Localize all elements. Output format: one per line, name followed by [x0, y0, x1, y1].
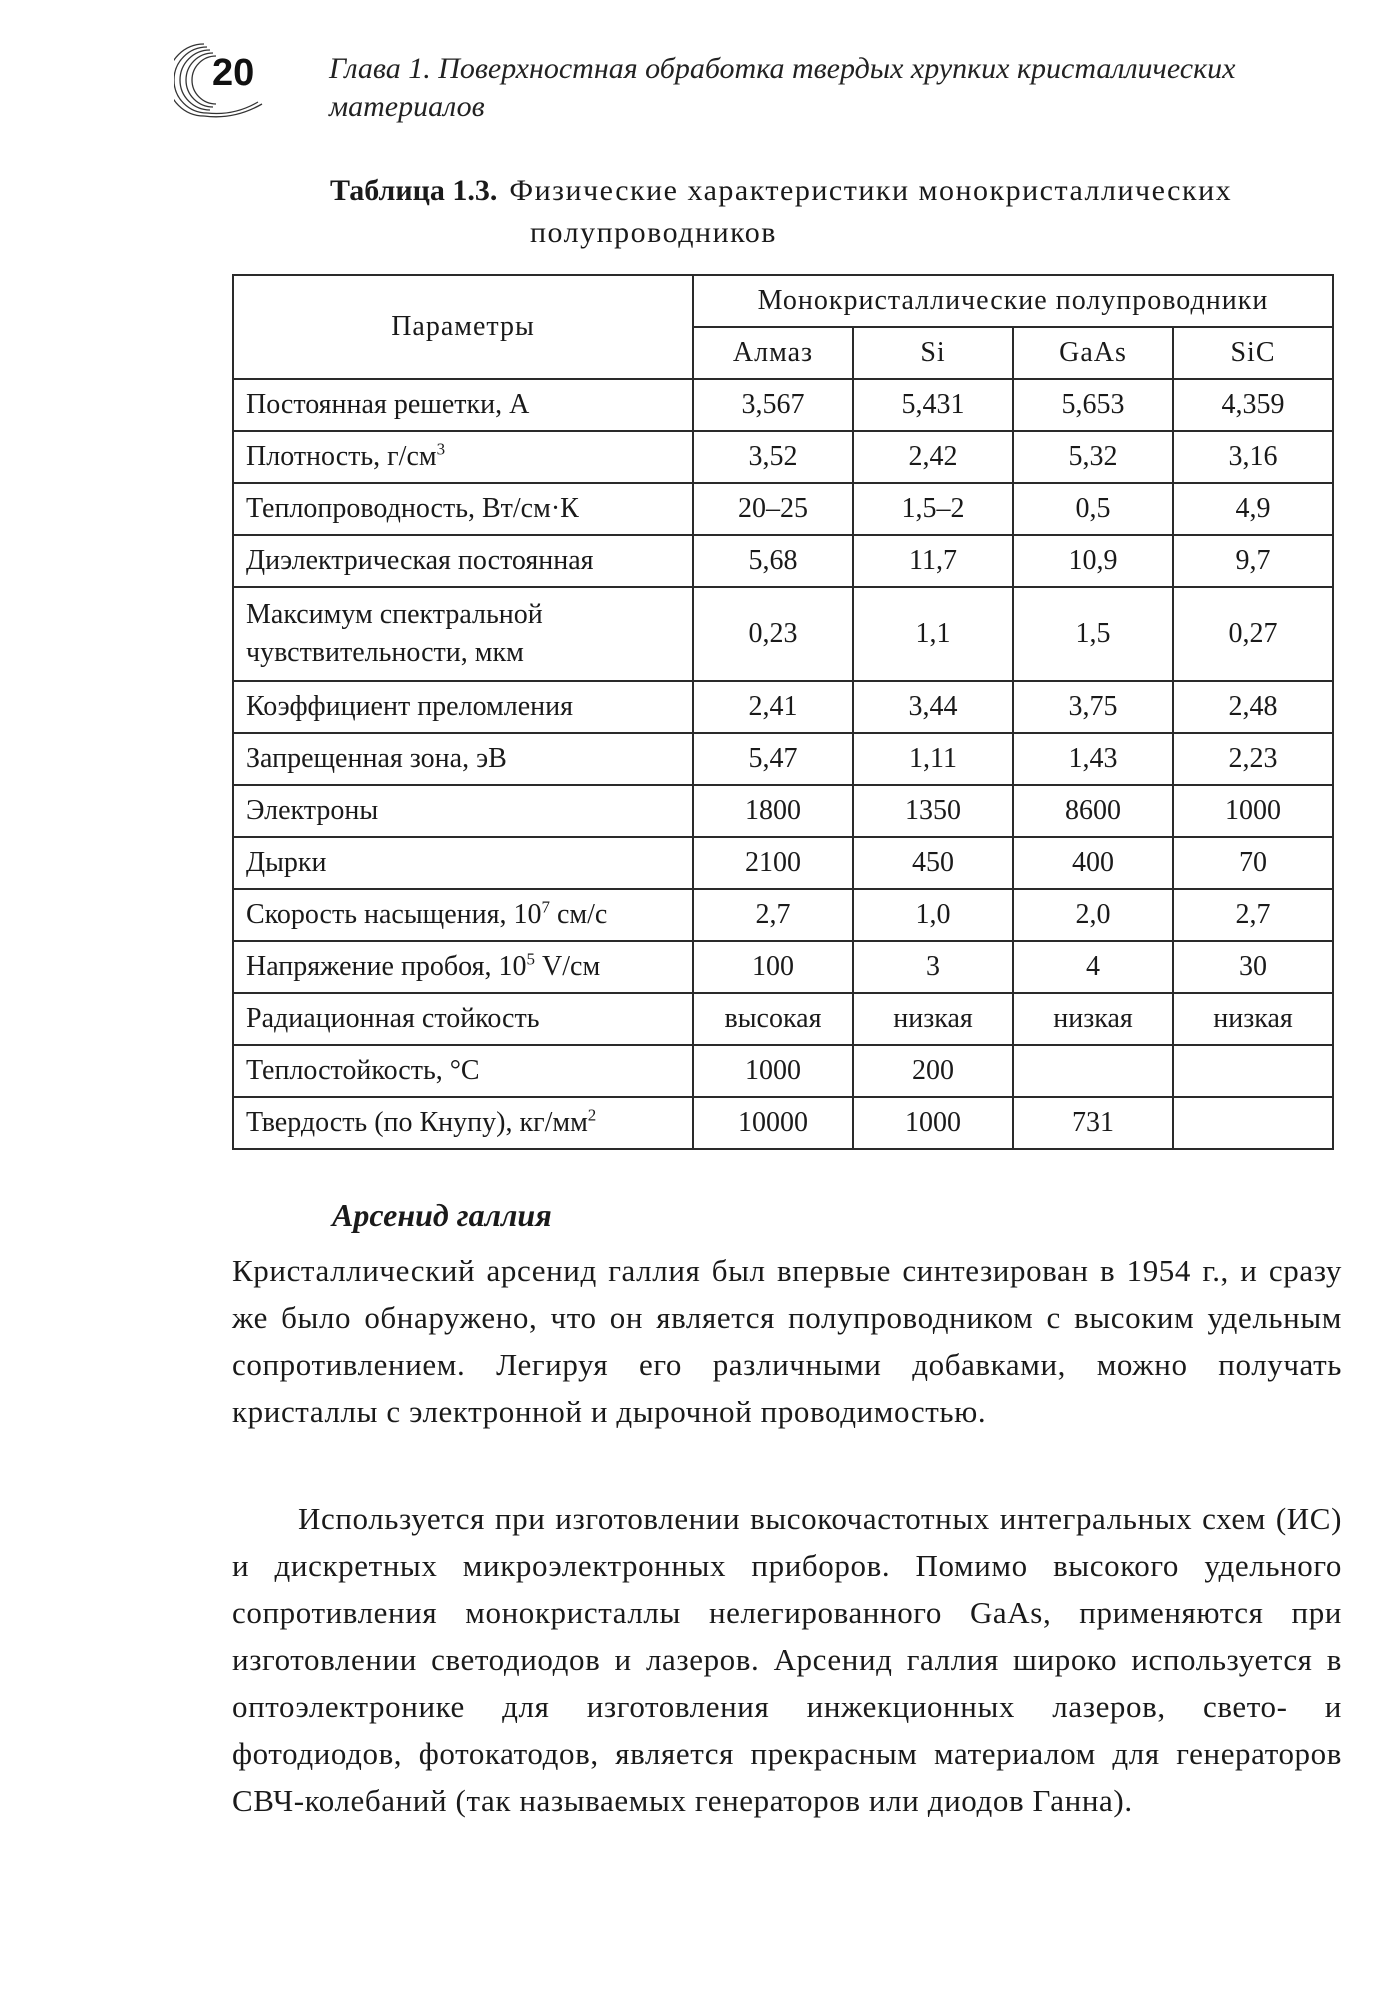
value-cell: 1,5	[1013, 587, 1173, 681]
value-cell: высокая	[693, 993, 853, 1045]
value-cell: 2,48	[1173, 681, 1333, 733]
value-cell: 2,7	[1173, 889, 1333, 941]
value-cell: 1,11	[853, 733, 1013, 785]
value-cell: 100	[693, 941, 853, 993]
value-cell: 4,9	[1173, 483, 1333, 535]
table-row	[233, 1097, 1333, 1149]
param-cell: Диэлектрическая постоянная	[233, 535, 693, 587]
table-caption	[330, 170, 1350, 254]
value-cell: 1000	[853, 1097, 1013, 1149]
param-cell: Запрещенная зона, эВ	[233, 733, 693, 785]
value-cell: 1,0	[853, 889, 1013, 941]
value-cell: 1,5–2	[853, 483, 1013, 535]
value-cell: 2,41	[693, 681, 853, 733]
value-cell: 731	[1013, 1097, 1173, 1149]
value-cell: 9,7	[1173, 535, 1333, 587]
param-cell: Радиационная стойкость	[233, 993, 693, 1045]
value-cell: 5,47	[693, 733, 853, 785]
value-cell: 2,0	[1013, 889, 1173, 941]
table-row	[233, 785, 1333, 837]
param-cell: Плотность, $г/см^3$	[233, 431, 693, 483]
value-cell	[1173, 1045, 1333, 1097]
value-cell: 2100	[693, 837, 853, 889]
value-cell: 2,7	[693, 889, 853, 941]
table-row	[233, 941, 1333, 993]
value-cell	[1013, 1045, 1173, 1097]
column-header: Алмаз	[693, 327, 853, 379]
value-cell: 1,1	[853, 587, 1013, 681]
param-cell: Электроны	[233, 785, 693, 837]
table-row	[233, 681, 1333, 733]
value-cell: 70	[1173, 837, 1333, 889]
table-row	[233, 889, 1333, 941]
value-cell: 8600	[1013, 785, 1173, 837]
semiconductor-properties-table	[232, 274, 1334, 1150]
value-cell: 200	[853, 1045, 1013, 1097]
param-cell: Коэффициент преломления	[233, 681, 693, 733]
table-row	[233, 1045, 1333, 1097]
column-header: SiC	[1173, 327, 1333, 379]
value-cell: 3,16	[1173, 431, 1333, 483]
value-cell: 1350	[853, 785, 1013, 837]
running-title: Глава 1. Поверхностная обработка твердых хрупких кристаллических материалов	[329, 52, 1236, 123]
column-header: GaAs	[1013, 327, 1173, 379]
table-row	[233, 587, 1333, 681]
table-row	[233, 483, 1333, 535]
body-paragraph-2: Используется при изготовлении высокочастотных интегральных схем (ИС) и дискретных микроэлектронных приборов. Помимо высокого удельного сопротивления монокристаллы нелегированного GaAs, применяются при изготовлении светодиодов и лазеров. Арсенид галлия широко используется в оптоэлектронике для изготовления инжекционных лазеров, свето- и фотодиодов, фотокатодов, является прекрасным материалом для генераторов СВЧ-колебаний (так называемых генераторов или диодов Ганна).	[232, 1501, 1342, 1818]
value-cell: 2,42	[853, 431, 1013, 483]
param-cell: Теплопроводность, Вт/см·К	[233, 483, 693, 535]
param-cell: Скорость насыщения, $10^7$ см/с	[233, 889, 693, 941]
table-caption-number: Таблица 1.3.	[330, 174, 498, 207]
page-header	[174, 40, 1354, 130]
value-cell: 2,23	[1173, 733, 1333, 785]
value-cell: 10,9	[1013, 535, 1173, 587]
value-cell: 4,359	[1173, 379, 1333, 431]
group-header: Монокристаллические полупроводники	[693, 275, 1333, 327]
section-heading: Арсенид галлия	[332, 1197, 552, 1233]
param-cell: Постоянная решетки, A	[233, 379, 693, 431]
param-cell: Максимум спектральной чувствительности, мкм	[233, 587, 693, 681]
value-cell: низкая	[853, 993, 1013, 1045]
value-cell: 3,52	[693, 431, 853, 483]
value-cell: 5,431	[853, 379, 1013, 431]
value-cell: 1800	[693, 785, 853, 837]
table-row	[233, 993, 1333, 1045]
value-cell: 1000	[1173, 785, 1333, 837]
table-body	[233, 379, 1333, 1149]
param-cell: Напряжение пробоя, $10^5$ V/см	[233, 941, 693, 993]
body-paragraph-1: Кристаллический арсенид галлия был впервые синтезирован в 1954 г., и сразу же было обнаружено, что он является полупроводником с высоким удельным сопротивлением. Легируя его различными добавками, можно получать кристаллы с электронной и дырочной проводимостью.	[232, 1253, 1342, 1429]
table-caption-line1: Физические характеристики монокристаллических	[509, 174, 1233, 207]
value-cell: 0,5	[1013, 483, 1173, 535]
value-cell: 4	[1013, 941, 1173, 993]
param-cell: Дырки	[233, 837, 693, 889]
table-row	[233, 837, 1333, 889]
value-cell: 400	[1013, 837, 1173, 889]
value-cell: 0,27	[1173, 587, 1333, 681]
value-cell: 450	[853, 837, 1013, 889]
page-number-emblem	[174, 40, 266, 120]
param-cell: Твердость (по Кнупу), $кг/мм^2$	[233, 1097, 693, 1149]
value-cell	[1173, 1097, 1333, 1149]
value-cell: 30	[1173, 941, 1333, 993]
column-header: Si	[853, 327, 1013, 379]
value-cell: 0,23	[693, 587, 853, 681]
table-row	[233, 733, 1333, 785]
value-cell: 5,653	[1013, 379, 1173, 431]
value-cell: 3,44	[853, 681, 1013, 733]
value-cell: 3,567	[693, 379, 853, 431]
table-row	[233, 431, 1333, 483]
value-cell: 20–25	[693, 483, 853, 535]
value-cell: 1000	[693, 1045, 853, 1097]
value-cell: низкая	[1013, 993, 1173, 1045]
param-cell: Теплостойкость, °С	[233, 1045, 693, 1097]
table-row	[233, 535, 1333, 587]
value-cell: 1,43	[1013, 733, 1173, 785]
value-cell: 3,75	[1013, 681, 1173, 733]
value-cell: 11,7	[853, 535, 1013, 587]
value-cell: низкая	[1173, 993, 1333, 1045]
value-cell: 5,68	[693, 535, 853, 587]
table-caption-line2: полупроводников	[530, 216, 777, 249]
value-cell: 10000	[693, 1097, 853, 1149]
value-cell: 3	[853, 941, 1013, 993]
value-cell: 5,32	[1013, 431, 1173, 483]
page-number: 20	[212, 52, 255, 94]
param-header: Параметры	[233, 275, 693, 379]
table-row	[233, 379, 1333, 431]
